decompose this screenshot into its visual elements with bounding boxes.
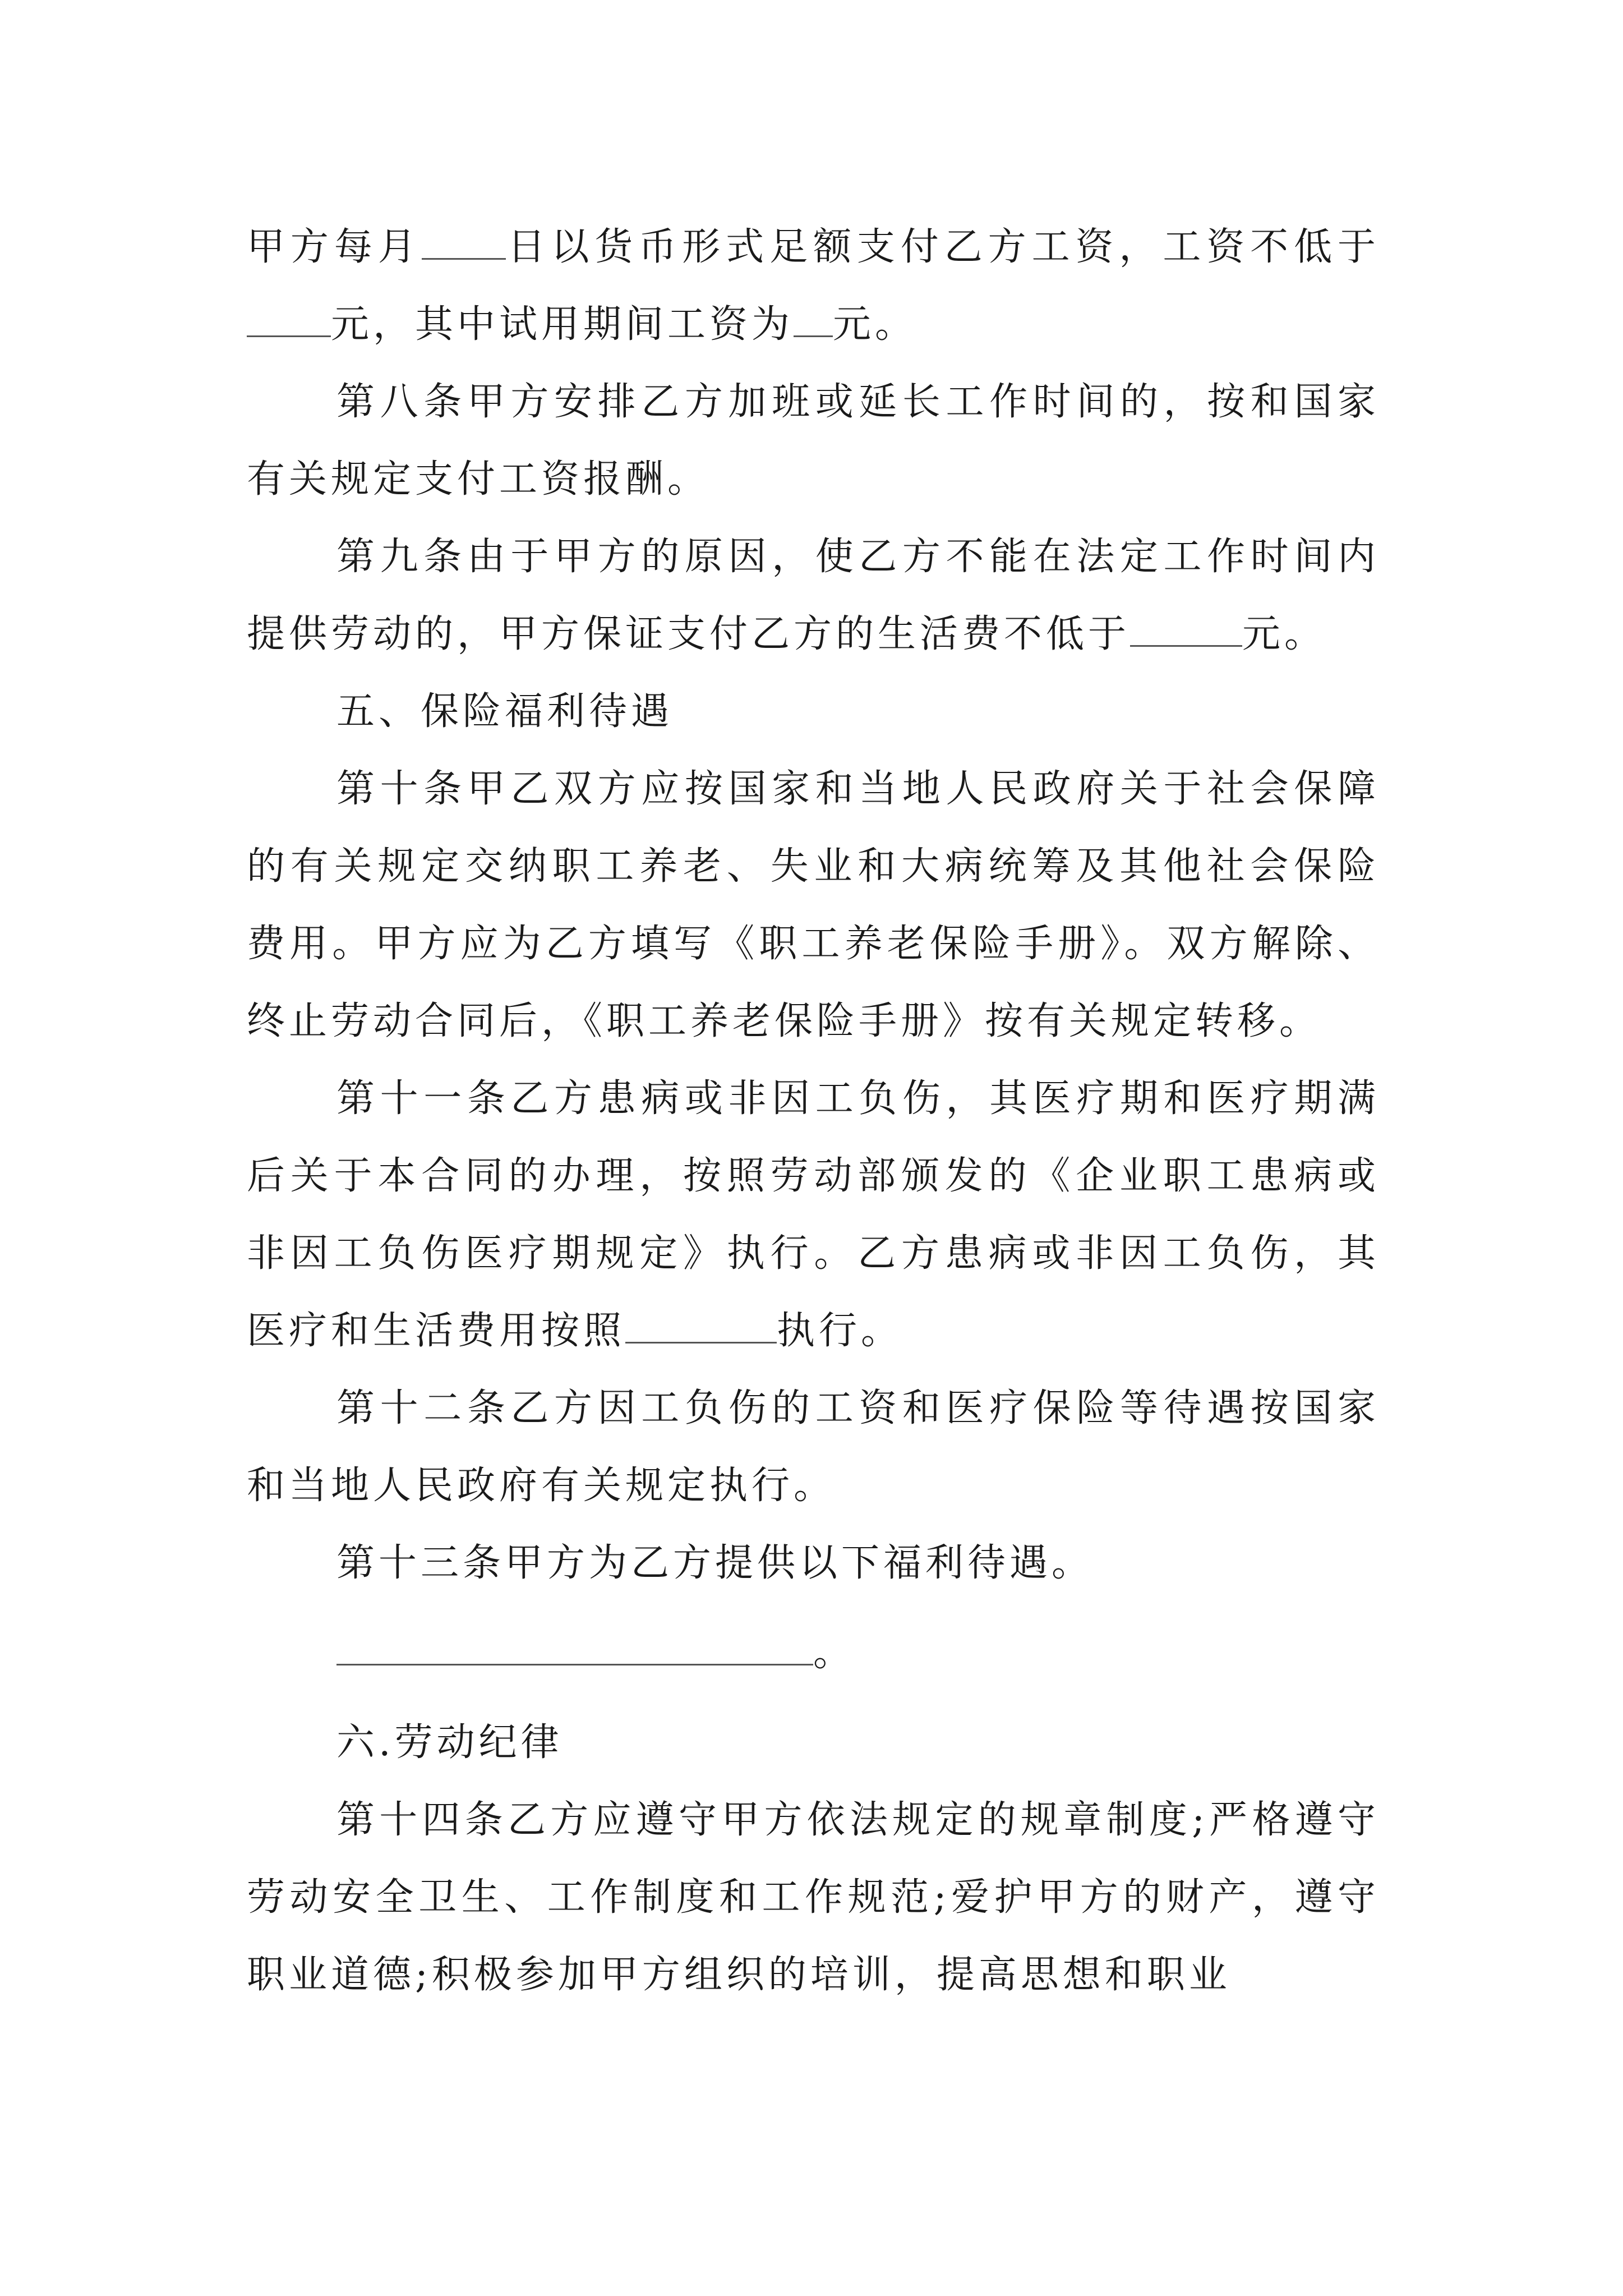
text-segment: 第十一条乙方患病或非因工负伤，其医疗期和医疗期满后关于本合同的办理，按照劳动部颁发的《企业职工患病或非因工负伤医疗期规定》执行。乙方患病或非因工负伤，其医疗和生活费用按照 — [247, 1076, 1380, 1353]
text-segment: 。 — [813, 1631, 856, 1675]
paragraph-article-10: 第十条甲乙双方应按国家和当地人民政府关于社会保障的有关规定交纳职工养老、失业和大病统筹及其他社会保险费用。甲方应为乙方填写《职工养老保险手册》。双方解除、终止劳动合同后，《职工养老保险手册》按有关规定转移。 — [247, 767, 1380, 1043]
blank-line-welfare — [336, 1630, 813, 1665]
blank-line-probation-wage — [794, 302, 833, 337]
paragraph-article-8: 第八条甲方安排乙方加班或延长工作时间的，按和国家有关规定支付工资报酬。 — [247, 380, 1380, 501]
text-segment: 元，其中试用期间工资为 — [331, 302, 794, 347]
text-segment: 日以货币形式足额支付乙方工资，工资不低于 — [505, 225, 1380, 269]
blank-line-living-cost — [1130, 611, 1242, 647]
section-heading-insurance: 五、保险福利待遇 — [336, 689, 674, 734]
paragraph-article-13: 第十三条甲方为乙方提供以下福利待遇。 — [336, 1541, 1094, 1585]
blank-line-pay-day — [422, 224, 506, 260]
document-page — [247, 209, 1380, 2014]
section-heading-discipline: 六.劳动纪律 — [336, 1720, 563, 1765]
paragraph-wage-payment — [247, 209, 1380, 364]
text-segment: 元。 — [1242, 612, 1327, 656]
text-segment: 执行。 — [777, 1309, 903, 1353]
welfare-fill-line — [247, 1614, 1380, 1692]
text-segment: 甲方每月 — [247, 225, 422, 269]
blank-line-medical-standard — [625, 1308, 777, 1343]
blank-line-min-wage — [247, 302, 331, 337]
text-segment: 元。 — [833, 302, 917, 347]
text-segment: 第九条由于甲方的原因，使乙方不能在法定工作时间内提供劳动的，甲方保证支付乙方的生活费不低于 — [247, 535, 1380, 656]
paragraph-article-9 — [247, 518, 1380, 673]
paragraph-article-14: 第十四条乙方应遵守甲方依法规定的规章制度;严格遵守劳动安全卫生、工作制度和工作规范;爱护甲方的财产，遵守职业道德;积极参加甲方组织的培训，提高思想和职业 — [247, 1798, 1380, 1997]
paragraph-article-12: 第十二条乙方因工负伤的工资和医疗保险等待遇按国家和当地人民政府有关规定执行。 — [247, 1386, 1380, 1508]
paragraph-article-11 — [247, 1060, 1380, 1370]
